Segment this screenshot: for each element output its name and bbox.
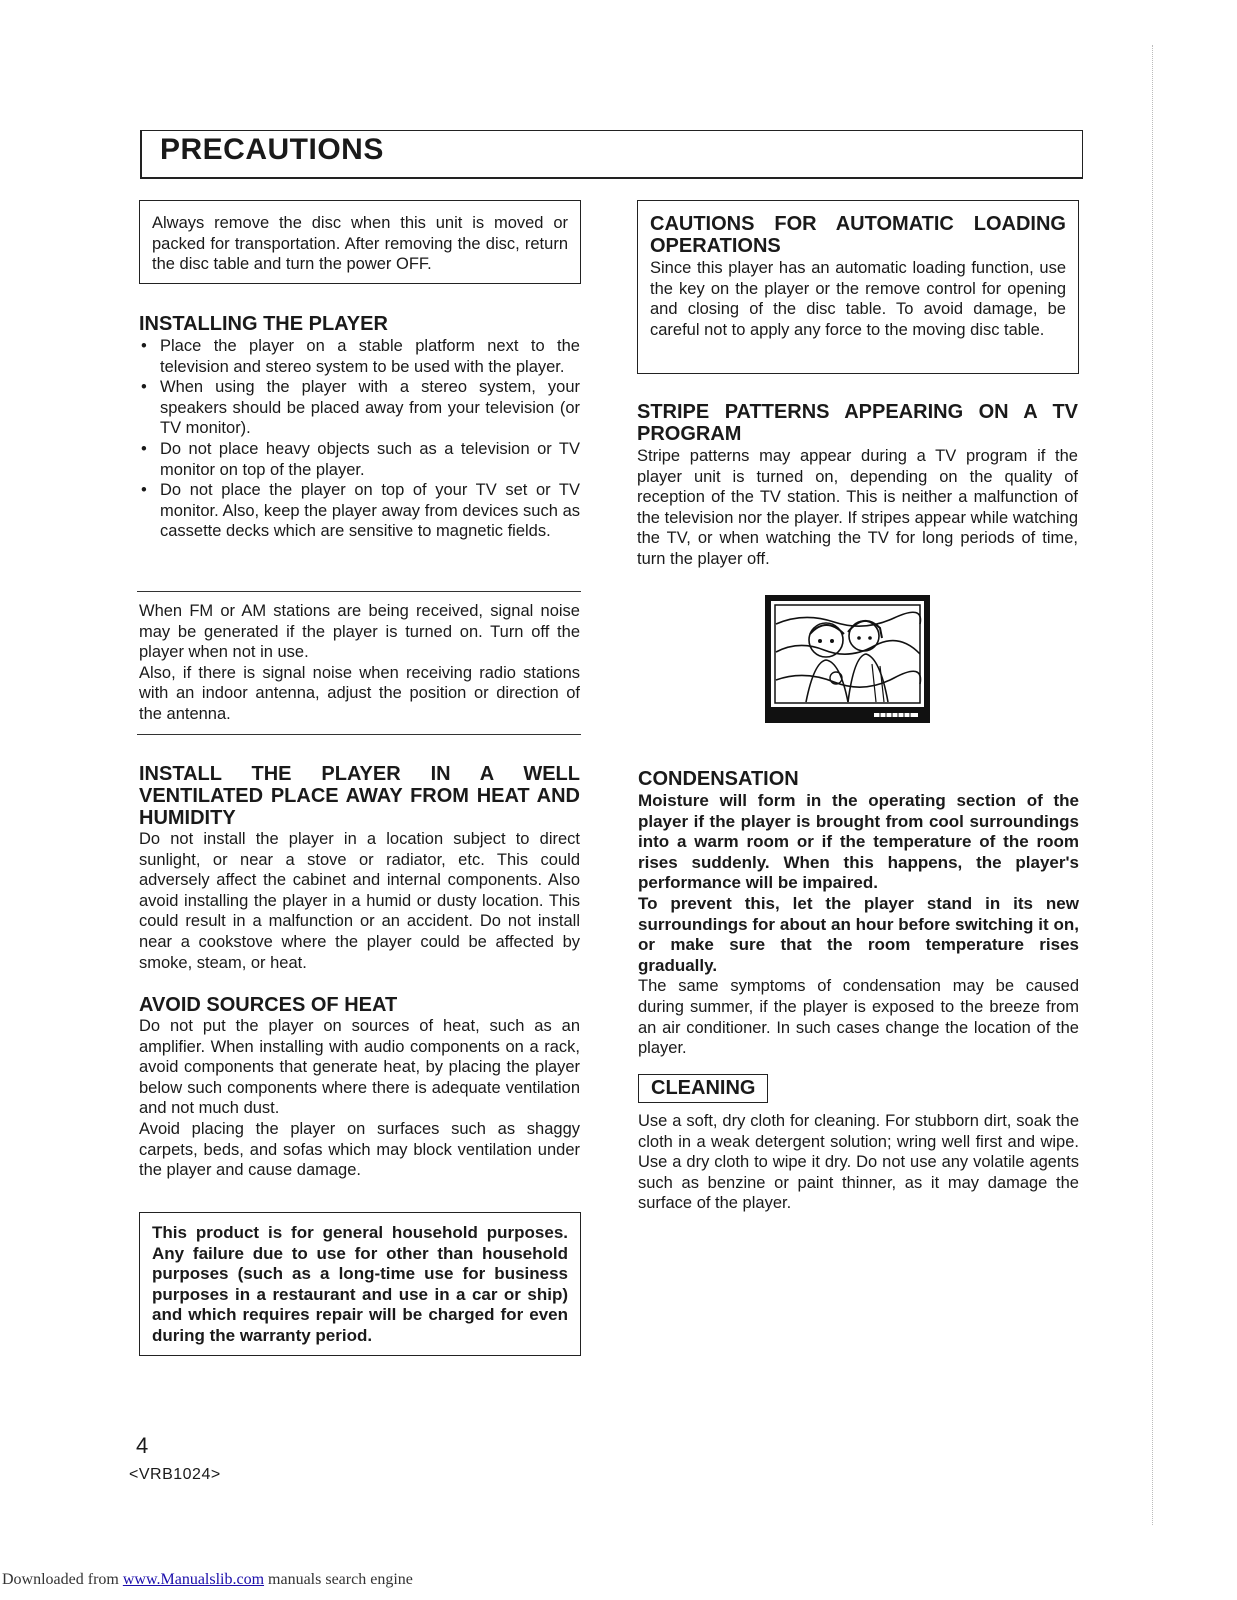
auto-loading-box <box>637 200 1079 374</box>
stripes-heading: STRIPE PATTERNS APPEARING ON A TV PROGRAM <box>637 401 1078 445</box>
condensation-heading: CONDENSATION <box>638 768 799 790</box>
ventilated-body: Do not install the player in a location subject to direct sunlight, or near a stove or radiator, etc. This could adversely affect the cabinet and internal components. Also avoid installing the player in a humid or dusty location. This could result in a malfunction or an accident. Do not install near a cookstove where the player could be affected by smoke, steam, or heat. <box>139 830 580 972</box>
section-stripes <box>637 401 1078 570</box>
section-installing <box>139 313 580 542</box>
radio-note-p2: Also, if there is signal noise when receiving radio stations with an indoor antenna, adjust the position or direction of the antenna. <box>139 663 580 723</box>
notice-text: Always remove the disc when this unit is moved or packed for transportation. After removing the disc, return the disc table and turn the power OFF. <box>152 214 568 274</box>
condensation-body: The same symptoms of condensation may be caused during summer, if the player is exposed to the breeze from an air conditioner. In such cases change the location of the player. <box>638 977 1079 1058</box>
doc-code: <VRB1024> <box>129 1466 221 1483</box>
heat-heading: AVOID SOURCES OF HEAT <box>139 994 398 1016</box>
list-item: • Do not place heavy objects such as a television or TV monitor on top of the player. <box>139 439 580 480</box>
page-edge-scan-line <box>1152 45 1153 1525</box>
manualslib-link[interactable]: www.Manualslib.com <box>122 1571 265 1588</box>
cleaning-heading: CLEANING <box>651 1077 756 1099</box>
divider-top <box>137 591 581 592</box>
radio-note <box>139 601 580 725</box>
download-footer <box>2 1571 413 1589</box>
cleaning-heading-box <box>638 1074 768 1103</box>
footer-prefix: Downloaded from <box>2 1571 123 1588</box>
section-condensation <box>638 768 1079 1059</box>
section-cleaning <box>638 1111 1079 1214</box>
title-box <box>140 130 1083 179</box>
auto-loading-body: Since this player has an automatic loading function, use the key on the player or the remove control for opening and closing of the disc table. To avoid damage, be careful not to apply any force to the moving disc table. <box>650 259 1066 339</box>
heat-p1: Do not put the player on sources of heat, such as an amplifier. When installing with audio components on a rack, avoid components that generate heat, by placing the player below such components where there is adequate ventilation and not much dust. <box>139 1017 580 1118</box>
household-text: This product is for general household purposes. Any failure due to use for other than household purposes (such as a long-time use for business purposes in a restaurant and use in a car or ship) and which requires repair will be charged for even during the warranty period. <box>152 1223 568 1345</box>
household-box <box>139 1212 581 1356</box>
page-title: PRECAUTIONS <box>160 133 384 166</box>
condensation-bold-1: Moisture will form in the operating section of the player if the player is brought from cool surroundings into a warm room or if the temperature of the room rises suddenly. When this happens, the player's performance will be impaired. <box>638 791 1079 893</box>
heat-p2: Avoid placing the player on surfaces such as shaggy carpets, beds, and sofas which may block ventilation under the player and cause damage. <box>139 1119 580 1180</box>
stripes-body: Stripe patterns may appear during a TV program if the player unit is turned on, depending on the quality of reception of the TV station. This is neither a malfunction of the television nor the player. If stripes appear while watching the TV, or when watching the TV for long periods of time, turn the player off. <box>637 447 1078 568</box>
installing-list <box>139 336 580 542</box>
list-item: • Do not place the player on top of your TV set or TV monitor. Also, keep the player away from devices such as cassette decks which are sensitive to magnetic fields. <box>139 480 580 542</box>
section-ventilated <box>139 763 580 973</box>
section-heat <box>139 994 580 1181</box>
tv-illustration <box>764 594 932 726</box>
condensation-bold-2: To prevent this, let the player stand in its new surroundings for about an hour before switching it on, or make sure that the room temperature rises gradually. <box>638 893 1079 975</box>
cleaning-body: Use a soft, dry cloth for cleaning. For stubborn dirt, soak the cloth in a weak detergent solution; wring well first and wipe. Use a dry cloth to wipe it dry. Do not use any volatile agents such as benzine or paint thinner, as it may damage the surface of the player. <box>638 1112 1079 1213</box>
divider-bottom <box>137 734 581 735</box>
installing-heading: INSTALLING THE PLAYER <box>139 313 388 335</box>
auto-loading-heading: CAUTIONS FOR AUTOMATIC LOADING OPERATIONS <box>650 213 1066 257</box>
page-number: 4 <box>136 1433 149 1458</box>
notice-box <box>139 200 581 284</box>
radio-note-p1: When FM or AM stations are being received, signal noise may be generated if the player is turned on. Turn off the player when not in use. <box>139 602 580 662</box>
list-item: • Place the player on a stable platform next to the television and stereo system to be used with the player. <box>139 336 580 377</box>
footer-suffix: manuals search engine <box>264 1571 413 1588</box>
list-item: • When using the player with a stereo system, your speakers should be placed away from your television (or TV monitor). <box>139 377 580 439</box>
ventilated-heading: INSTALL THE PLAYER IN A WELL VENTILATED PLACE AWAY FROM HEAT AND HUMIDITY <box>139 763 580 829</box>
